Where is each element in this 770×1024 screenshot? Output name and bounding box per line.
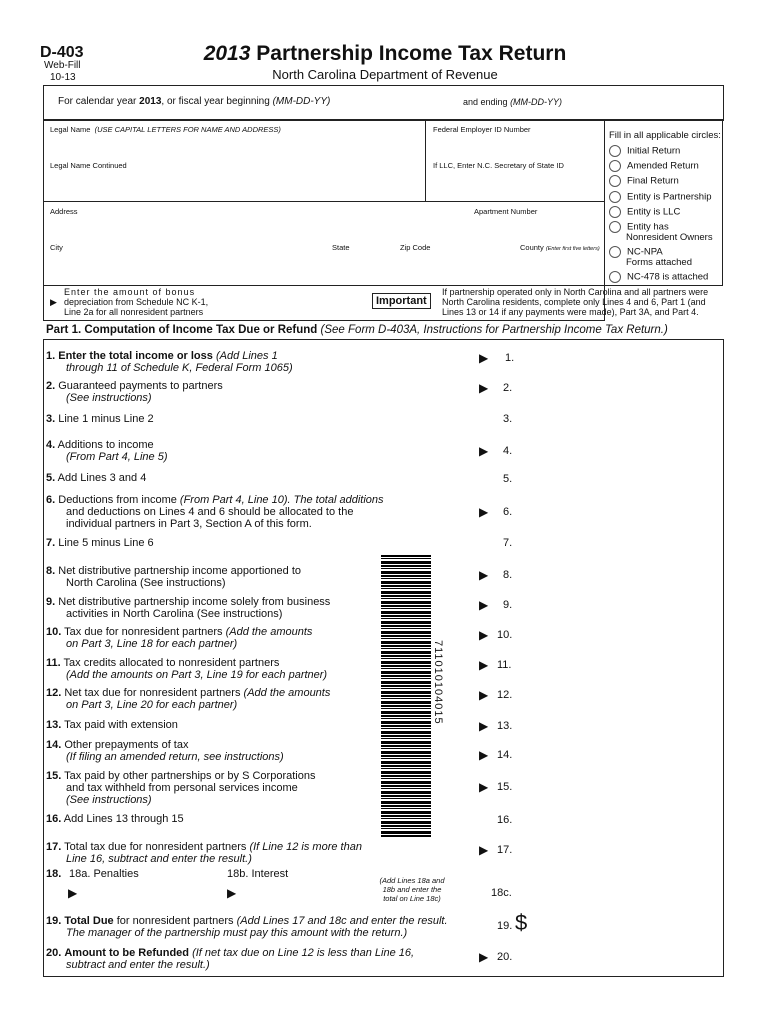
apartment-input[interactable] (474, 218, 598, 236)
legal-name-continued-input[interactable] (50, 172, 420, 190)
barcode-number: 71101010401​5 (432, 640, 444, 725)
line-12-input[interactable] (520, 685, 710, 703)
line-11-arrow-icon: ▶ (479, 658, 489, 672)
important-note-1: If partnership operated only in North Carolina and all partners were (442, 287, 709, 297)
line-9-text: 9. Net distributive partnership income solely from business activities in North Carolina (See instructions) (46, 596, 331, 620)
line-18b-input[interactable] (243, 884, 368, 902)
part1-heading: Part 1. Computation of Income Tax Due or Refund (See Form D-403A, Instructions for Partnership Income Tax Return.) (46, 324, 668, 336)
title-year: 2013 (203, 42, 251, 65)
line-8-ref: 8. (503, 569, 513, 581)
line-17-text: 17. Total tax due for nonresident partners (If Line 12 is more than Line 16, subtract and enter the result.) (46, 841, 362, 865)
line-6-text: 6. Deductions from income (From Part 4, Line 10). The total additions and deductions on Lines 4 and 6 should be allocated to the individual partners in Part 3, Section A of this form. (46, 494, 384, 530)
line-13-ref: 13. (497, 720, 513, 732)
entity-has-continued: Nonresident Owners (626, 232, 713, 243)
line-14-arrow-icon: ▶ (479, 748, 489, 762)
legal-name-input[interactable] (50, 136, 420, 154)
circle-entity-llc[interactable]: Entity is LLC (609, 206, 680, 218)
line-13-arrow-icon: ▶ (479, 719, 489, 733)
line-18a-label: 18a. Penalties (69, 868, 139, 880)
radio-circle-icon (609, 145, 621, 157)
line-11-ref: 11. (497, 659, 512, 671)
line-12-arrow-icon: ▶ (479, 688, 489, 702)
line-18-num: 18. (46, 868, 62, 880)
line-17-input[interactable] (520, 840, 710, 858)
line-2-arrow-icon: ▶ (479, 381, 489, 395)
line-1-input[interactable] (520, 348, 710, 366)
line-7-ref: 7. (503, 537, 513, 549)
bonus-line-3: Line 2a for all nonresident partners (64, 307, 204, 317)
line-11-text: 11. Tax credits allocated to nonresident partners (Add the amounts on Part 3, Line 19 for each partner) (46, 657, 328, 681)
circle-final-return[interactable]: Final Return (609, 175, 679, 187)
line-4-ref: 4. (503, 445, 513, 457)
fein-label: Federal Employer ID Number (433, 125, 531, 134)
radio-circle-icon (609, 206, 621, 218)
line-16-input[interactable] (520, 810, 710, 828)
county-label: County (Enter first five letters) (520, 243, 600, 252)
calendar-year-text (58, 96, 330, 107)
apartment-label: Apartment Number (474, 207, 538, 216)
line-13-text: 13. Tax paid with extension (46, 719, 178, 731)
date-format-begin: (MM-DD-YY) (272, 96, 331, 107)
line-7-input[interactable] (520, 533, 710, 551)
line-14-text: 14. Other prepayments of tax (If filing an amended return, see instructions) (46, 739, 284, 763)
calendar-prefix: For calendar year (58, 96, 140, 107)
line-15-arrow-icon: ▶ (479, 780, 489, 794)
line-8-text: 8. Net distributive partnership income apportioned to North Carolina (See instructions) (46, 565, 301, 589)
zip-label: Zip Code (400, 243, 431, 252)
line-9-ref: 9. (503, 599, 513, 611)
line-10-arrow-icon: ▶ (479, 628, 489, 642)
fiscal-begin-input[interactable] (338, 92, 448, 108)
line-12-ref: 12. (497, 689, 513, 701)
line-18b-label: 18b. Interest (227, 868, 289, 880)
line-9-arrow-icon: ▶ (479, 598, 489, 612)
city-label: City (50, 243, 63, 252)
legal-name-continued-label: Legal Name Continued (50, 161, 127, 170)
important-note-2: North Carolina residents, complete only Lines 4 and 6, Part 1 (and (442, 297, 706, 307)
fein-input[interactable] (433, 136, 598, 154)
line-1-arrow-icon: ▶ (479, 351, 489, 365)
circle-amended-return[interactable]: Amended Return (609, 160, 699, 172)
llc-id-label: If LLC, Enter N.C. Secretary of State ID (433, 161, 564, 170)
line-2-text: 2. Guaranteed payments to partners (See instructions) (46, 380, 223, 404)
line-6-input[interactable] (520, 502, 710, 520)
line-16-text: 16. Add Lines 13 through 15 (46, 813, 184, 825)
calendar-year: 2013 (139, 96, 162, 107)
line-12-text: 12. Net tax due for nonresident partners (Add the amounts on Part 3, Line 20 for each partner) (46, 687, 331, 711)
circle-nc-npa[interactable]: NC-NPA (609, 246, 663, 258)
web-fill-label: Web-Fill (44, 60, 81, 71)
line-13-input[interactable] (520, 716, 710, 734)
line-18c-input[interactable] (520, 883, 710, 901)
line-17-ref: 17. (497, 844, 513, 856)
line-8-input[interactable] (520, 565, 710, 583)
line-2-input[interactable] (520, 378, 710, 396)
line-11-input[interactable] (520, 655, 710, 673)
calendar-mid: , or fiscal year beginning (161, 96, 273, 107)
bonus-input[interactable] (220, 292, 360, 310)
line-15-input[interactable] (520, 777, 710, 795)
county-input[interactable] (520, 254, 598, 272)
and-ending-text (463, 97, 562, 107)
line-19-input[interactable] (532, 914, 710, 934)
circle-nc-478[interactable]: NC-478 is attached (609, 271, 708, 283)
radio-circle-icon (609, 175, 621, 187)
page-title (0, 42, 770, 66)
address-input[interactable] (50, 218, 460, 236)
line-3-text: 3. Line 1 minus Line 2 (46, 413, 154, 425)
line-2-ref: 2. (503, 382, 513, 394)
line-7-text: 7. Line 5 minus Line 6 (46, 537, 154, 549)
address-label: Address (50, 207, 78, 216)
line-9-input[interactable] (520, 595, 710, 613)
revision-date: 10-13 (50, 72, 76, 83)
line-20-arrow-icon: ▶ (479, 950, 489, 964)
line-4-input[interactable] (520, 441, 710, 459)
line-17-arrow-icon: ▶ (479, 843, 489, 857)
important-note-3: Lines 13 or 14 if any payments were made), Part 3A, and Part 4. (442, 307, 699, 317)
line-10-input[interactable] (520, 625, 710, 643)
radio-circle-icon (609, 246, 621, 258)
line-18-note: (Add Lines 18a and 18b and enter the total on Line 18c) (379, 876, 445, 903)
form-code: D-403 (40, 44, 84, 61)
radio-circle-icon (609, 191, 621, 203)
line-15-text: 15. Tax paid by other partnerships or by S Corporations and tax withheld from personal services income (See instructions) (46, 770, 316, 806)
line-5-ref: 5. (503, 473, 513, 485)
line-18c-ref: 18c. (491, 887, 512, 899)
title-text: Partnership Income Tax Return (250, 42, 567, 65)
line-6-ref: 6. (503, 506, 513, 518)
line-20-text: 20. Amount to be Refunded (If net tax due on Line 12 is less than Line 16, subtract and enter the result.) (46, 947, 415, 971)
line-19-text: 19. Total Due for nonresident partners (Add Lines 17 and 18c and enter the result. The manager of the partnership must pay this amount with the return.) (46, 915, 448, 939)
line-14-ref: 14. (497, 749, 513, 761)
bonus-line-2: depreciation from Schedule NC K-1, (64, 297, 209, 307)
radio-circle-icon (609, 271, 621, 283)
state-label: State (332, 243, 350, 252)
line-4-text: 4. Additions to income (From Part 4, Line 5) (46, 439, 168, 463)
city-input[interactable] (50, 254, 320, 272)
department-name: North Carolina Department of Revenue (272, 67, 498, 82)
line-18a-input[interactable] (84, 884, 214, 902)
line-5-text: 5. Add Lines 3 and 4 (46, 472, 147, 484)
circles-heading: Fill in all applicable circles: (609, 130, 721, 141)
divider-horizontal (43, 201, 604, 202)
line-10-ref: 10. (497, 629, 513, 641)
line-3-ref: 3. (503, 413, 513, 425)
line-1-text: 1. Enter the total income or loss (Add Lines 1 through 11 of Schedule K, Federal Form 1065) (46, 350, 293, 374)
radio-circle-icon (609, 160, 621, 172)
line-15-ref: 15. (497, 781, 513, 793)
radio-circle-icon (609, 221, 621, 233)
line-1-ref: 1. (505, 352, 515, 364)
line-8-arrow-icon: ▶ (479, 568, 489, 582)
dollar-sign: $ (515, 910, 528, 935)
line-10-text: 10. Tax due for nonresident partners (Add the amounts on Part 3, Line 18 for each partner) (46, 626, 313, 650)
circle-entity-nonresident[interactable]: Entity has (609, 221, 669, 233)
zip-input[interactable] (400, 254, 500, 272)
line-5-input[interactable] (520, 469, 710, 487)
barcode (381, 555, 431, 837)
bonus-arrow-icon: ▶ (50, 297, 57, 307)
and-ending-label: and ending (463, 97, 508, 107)
line-20-ref: 20. (497, 951, 513, 963)
nc-npa-continued: Forms attached (626, 257, 692, 268)
line-6-arrow-icon: ▶ (479, 505, 489, 519)
important-badge: Important (372, 293, 431, 309)
bonus-line-1: Enter the amount of bonus (64, 287, 196, 297)
line-4-arrow-icon: ▶ (479, 444, 489, 458)
state-input[interactable] (332, 254, 382, 272)
line-18b-arrow-icon: ▶ (227, 886, 237, 900)
legal-name-label: Legal Name (USE CAPITAL LETTERS FOR NAME AND ADDRESS) (50, 125, 281, 134)
line-16-ref: 16. (497, 814, 513, 826)
llc-id-input[interactable] (433, 172, 598, 190)
line-3-input[interactable] (520, 409, 710, 427)
circle-initial-return[interactable]: Initial Return (609, 145, 680, 157)
date-format-end: (MM-DD-YY) (510, 97, 563, 107)
line-18a-arrow-icon: ▶ (68, 886, 78, 900)
line-14-input[interactable] (520, 745, 710, 763)
line-19-ref: 19. (497, 920, 513, 932)
divider-vertical (425, 119, 426, 201)
line-20-input[interactable] (520, 947, 710, 965)
circle-entity-partnership[interactable]: Entity is Partnership (609, 191, 711, 203)
